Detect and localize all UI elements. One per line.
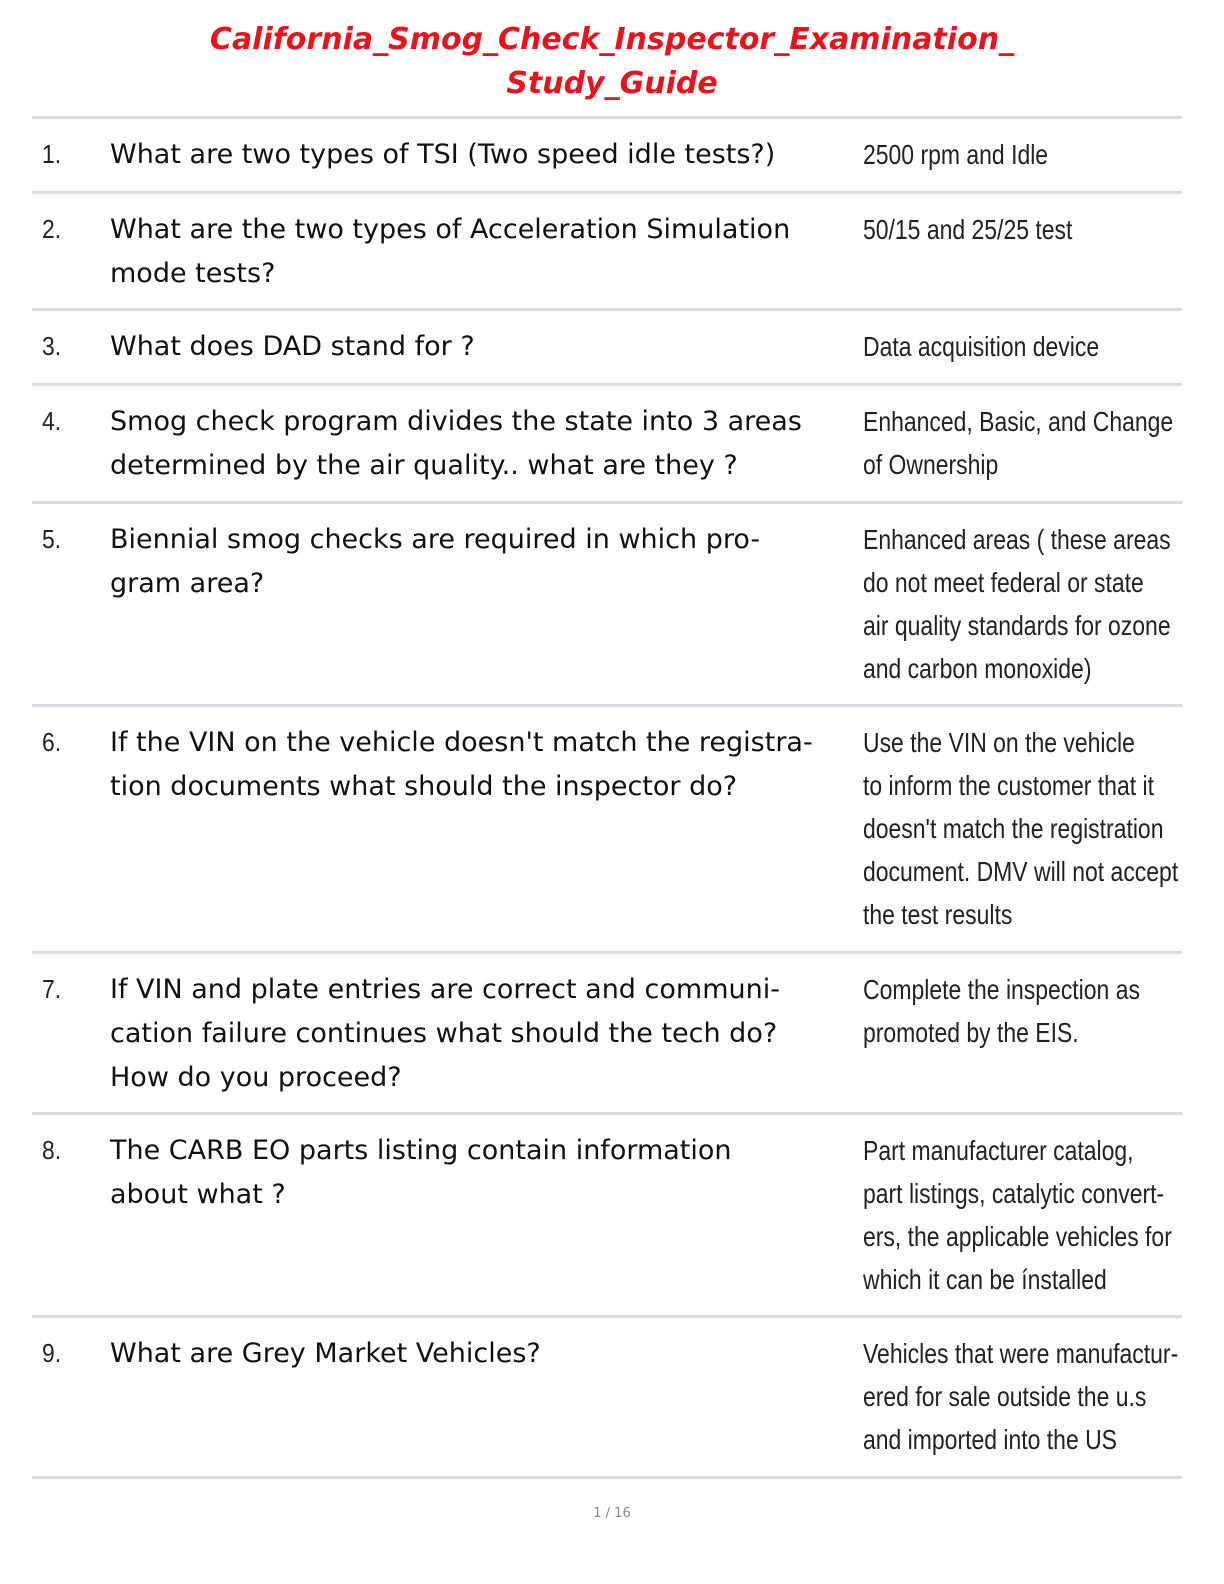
question-line: If VIN and plate entries are correct and communi- (110, 974, 780, 1005)
card-number: 2. (42, 214, 62, 244)
card-answer (863, 968, 1140, 1054)
flashcard-row-5 (32, 504, 1182, 707)
card-answer (863, 400, 1174, 486)
card-number: 7. (42, 974, 62, 1004)
answer-line: ered for sale outside the u.s (863, 1381, 1147, 1412)
flashcard-row-7 (32, 954, 1182, 1115)
card-answer (863, 133, 1125, 176)
page-number: 1 / 16 (593, 1506, 631, 1521)
card-answer (863, 208, 1125, 251)
answer-line: and carbon monoxide) (863, 653, 1092, 684)
flashcard-row-8 (32, 1115, 1182, 1318)
answer-line: do not meet federal or state (863, 567, 1144, 598)
card-answer (863, 721, 1179, 936)
card-answer (863, 518, 1171, 690)
flashcard-row-9 (32, 1318, 1182, 1479)
question-line: The CARB EO parts listing contain information (110, 1135, 732, 1166)
document-title (0, 18, 1224, 106)
card-answer (863, 1332, 1179, 1461)
question-line: determined by the air quality.. what are they ? (110, 450, 738, 481)
answer-line: 2500 rpm and Idle (863, 139, 1049, 170)
question-line: What are two types of TSI (Two speed idle tests?) (110, 139, 776, 170)
answer-line: the test results (863, 899, 1013, 930)
question-line: What are Grey Market Vehicles? (110, 1338, 541, 1369)
answer-line: and imported into the US (863, 1424, 1117, 1455)
question-line: tion documents what should the inspector do? (110, 771, 738, 802)
question-line: cation failure continues what should the tech do? (110, 1018, 778, 1049)
document-title-line-1: California_Smog_Check_Inspector_Examination_ (209, 22, 1015, 57)
answer-line: Part manufacturer catalog, (863, 1135, 1134, 1166)
flashcard-row-3 (32, 311, 1182, 386)
question-line: mode tests? (110, 258, 276, 289)
answer-line: Data acquisition device (863, 331, 1100, 362)
question-line: If the VIN on the vehicle doesn't match the registra- (110, 727, 813, 758)
answer-line: doesn't match the registration (863, 813, 1164, 844)
answer-line: to inform the customer that it (863, 770, 1154, 801)
card-question (110, 968, 860, 1100)
card-number: 6. (42, 727, 62, 757)
flashcard-row-2 (32, 194, 1182, 311)
answer-line: promoted by the EIS. (863, 1017, 1079, 1048)
answer-line: Complete the inspection as (863, 974, 1140, 1005)
document-title-line-2: Study_Guide (506, 66, 718, 101)
card-number: 8. (42, 1135, 62, 1165)
card-question (110, 1129, 860, 1217)
card-question (110, 1332, 860, 1376)
answer-line: of Ownership (863, 449, 999, 480)
card-question (110, 208, 860, 296)
answer-line: part listings, catalytic convert- (863, 1178, 1165, 1209)
card-question (110, 400, 860, 488)
question-line: What does DAD stand for ? (110, 331, 475, 362)
flashcard-list (32, 116, 1182, 1479)
question-line: about what ? (110, 1179, 286, 1210)
answer-line: Use the VIN on the vehicle (863, 727, 1135, 758)
card-number: 9. (42, 1338, 62, 1368)
card-number: 3. (42, 331, 62, 361)
question-line: What are the two types of Acceleration Simulation (110, 214, 791, 245)
card-number: 5. (42, 524, 62, 554)
question-line: How do you proceed? (110, 1062, 402, 1093)
card-answer (863, 1129, 1172, 1301)
question-line: Smog check program divides the state into 3 areas (110, 406, 802, 437)
flashcard-row-1 (32, 119, 1182, 194)
flashcard-row-6 (32, 707, 1182, 954)
answer-line: ers, the applicable vehicles for (863, 1221, 1172, 1252)
answer-line: Enhanced areas ( these areas (863, 524, 1171, 555)
answer-line: document. DMV will not accept (863, 856, 1179, 887)
flashcard-row-4 (32, 386, 1182, 504)
card-number: 1. (42, 139, 62, 169)
answer-line: 50/15 and 25/25 test (863, 214, 1073, 245)
card-question (110, 721, 860, 809)
card-question (110, 518, 860, 606)
card-question (110, 325, 860, 369)
answer-line: Vehicles that were manufactur- (863, 1338, 1179, 1369)
question-line: gram area? (110, 568, 265, 599)
answer-line: which it can be ínstalled (863, 1264, 1107, 1295)
answer-line: Enhanced, Basic, and Change (863, 406, 1174, 437)
card-answer (863, 325, 1125, 368)
card-number: 4. (42, 406, 62, 436)
card-question (110, 133, 860, 177)
question-line: Biennial smog checks are required in which pro- (110, 524, 761, 555)
answer-line: air quality standards for ozone (863, 610, 1171, 641)
